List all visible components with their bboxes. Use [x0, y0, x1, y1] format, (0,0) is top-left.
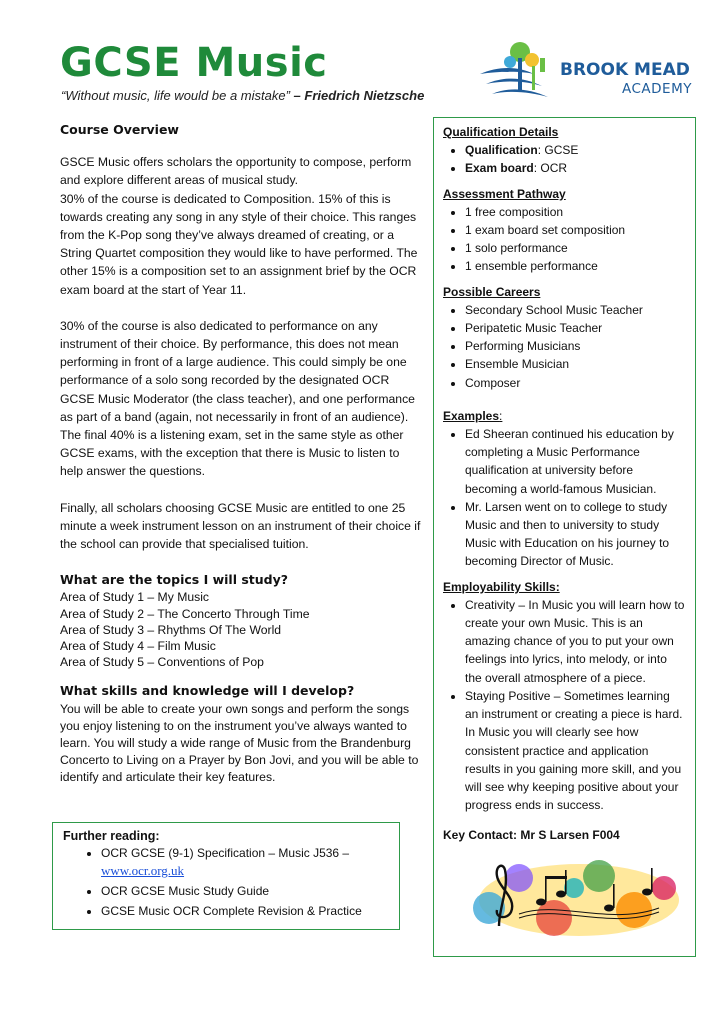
list-item: • Exam board: OCR [465, 159, 686, 177]
quote [61, 88, 424, 103]
list-item: Area of Study 4 – Film Music [60, 639, 216, 654]
list-item: • 1 solo performance [465, 239, 686, 257]
quote-author: – Friedrich Nietzsche [289, 88, 425, 103]
quote-text: “Without music, life would be a mistake” [61, 88, 290, 103]
list-item: Area of Study 1 – My Music [60, 590, 210, 605]
overview-paragraph: 30% of the course is also dedicated to performance on any instrument of their choice. By performance, this does not mean performing in front of a large audience. This could simply be one performance of a solo song recorded by the designated OCR GCSE Music Moderator (the class teacher), and one performance as part of a band (again, not necessarily in front of an audience). [60, 318, 415, 424]
examples-heading: Examples: [443, 408, 503, 423]
overview-paragraph: Finally, all scholars choosing GCSE Music are entitled to one 25 minute a week instrument lesson on an instrument of their choice if the school can provide that specialised tuition. [60, 500, 421, 552]
overview-paragraph: 30% of the course is dedicated to Composition. 15% of this is towards creating any song in any style of their choice. This ranges from the K-Pop song they’ve always dreamed of creating, or a String Quartet composition they would like to have performed. The other 15% is a composition set to an assignment brief by the OCR exam board at the start of Year 11. [60, 191, 418, 297]
list-item: • 1 free composition [465, 203, 686, 221]
further-reading-heading: Further reading: [63, 829, 160, 843]
overview-paragraph: The final 40% is a listening exam, set in the same style as other GCSE exams, with the exception that there is Music to listen to help answer the questions. [60, 428, 404, 479]
qualification-list [443, 141, 686, 177]
further-reading-list [63, 845, 389, 920]
topics-list [60, 589, 425, 670]
employability-list [443, 596, 686, 814]
list-item: • 1 exam board set composition [465, 221, 686, 239]
list-item: • Composer [465, 374, 686, 392]
list-item: • Creativity – In Music you will learn how to create your own Music. This is an amazing chance of you to put your own feelings into lyrics, into melody, or into the overall atmosphere of a piece. [465, 596, 686, 687]
overview-paragraph: GSCE Music offers scholars the opportunity to compose, perform and explore different areas of musical study. [60, 155, 412, 188]
list-item: Area of Study 5 – Conventions of Pop [60, 655, 264, 670]
music-notes-illustration-icon [459, 848, 685, 944]
list-item: • Staying Positive – Sometimes learning an instrument or creating a piece is hard. In Music you will clearly see how consistent practice and application results in you gaining more skill, and you will see why keeping positive about your progress ends in success. [465, 687, 686, 814]
assessment-list [443, 203, 686, 276]
careers-heading: Possible Careers [443, 284, 541, 299]
list-item: • Ensemble Musician [465, 355, 686, 373]
careers-list [443, 301, 686, 392]
assessment-heading: Assessment Pathway [443, 186, 566, 201]
list-item: • Peripatetic Music Teacher [465, 319, 686, 337]
ocr-link[interactable]: www.ocr.org.uk [101, 863, 185, 878]
list-item: • Ed Sheeran continued his education by completing a Music Performance qualification at university before becoming a world-famous Musician. [465, 425, 686, 498]
list-item: • Mr. Larsen went on to college to study Music and then to university to study Music with Education on his journey to becoming Director of Music. [465, 498, 686, 571]
list-item: • Qualification: GCSE [465, 141, 686, 159]
qualification-heading: Qualification Details [443, 125, 559, 139]
list-item: Area of Study 2 – The Concerto Through Time [60, 606, 310, 621]
employability-heading: Employability Skills: [443, 579, 560, 594]
skills-heading: What skills and knowledge will I develop? [60, 683, 355, 699]
skills-paragraph: You will be able to create your own songs and perform the songs you enjoy listening to on the instrument you’ve always wanted to learn. You will study a wide range of Music from the Brandenburg Concerto to Living on a Prayer by Bon Jovi, and you will be able to identify and articulate their key features. [60, 701, 419, 784]
course-overview-heading: Course Overview [60, 122, 179, 137]
key-contact: Key Contact: Mr S Larsen F004 [443, 828, 620, 843]
list-item: • Performing Musicians [465, 337, 686, 355]
list-item: • Secondary School Music Teacher [465, 301, 686, 319]
list-item: • 1 ensemble performance [465, 257, 686, 275]
list-item: • OCR GCSE (9-1) Specification – Music J536 – www.ocr.org.uk [101, 845, 389, 880]
main-column [60, 121, 425, 786]
list-item: Area of Study 3 – Rhythms Of The World [60, 622, 282, 637]
logo-subtitle: ACADEMY [622, 81, 692, 97]
list-item: • GCSE Music OCR Complete Revision & Practice [101, 903, 389, 920]
logo-name: BROOK MEAD [560, 60, 690, 80]
page-title: GCSE Music [60, 40, 328, 86]
further-reading-box [52, 822, 400, 930]
topics-heading: What are the topics I will study? [60, 572, 288, 588]
list-item: • OCR GCSE Music Study Guide [101, 883, 389, 900]
sidebar-box [433, 117, 696, 957]
examples-list [443, 425, 686, 571]
